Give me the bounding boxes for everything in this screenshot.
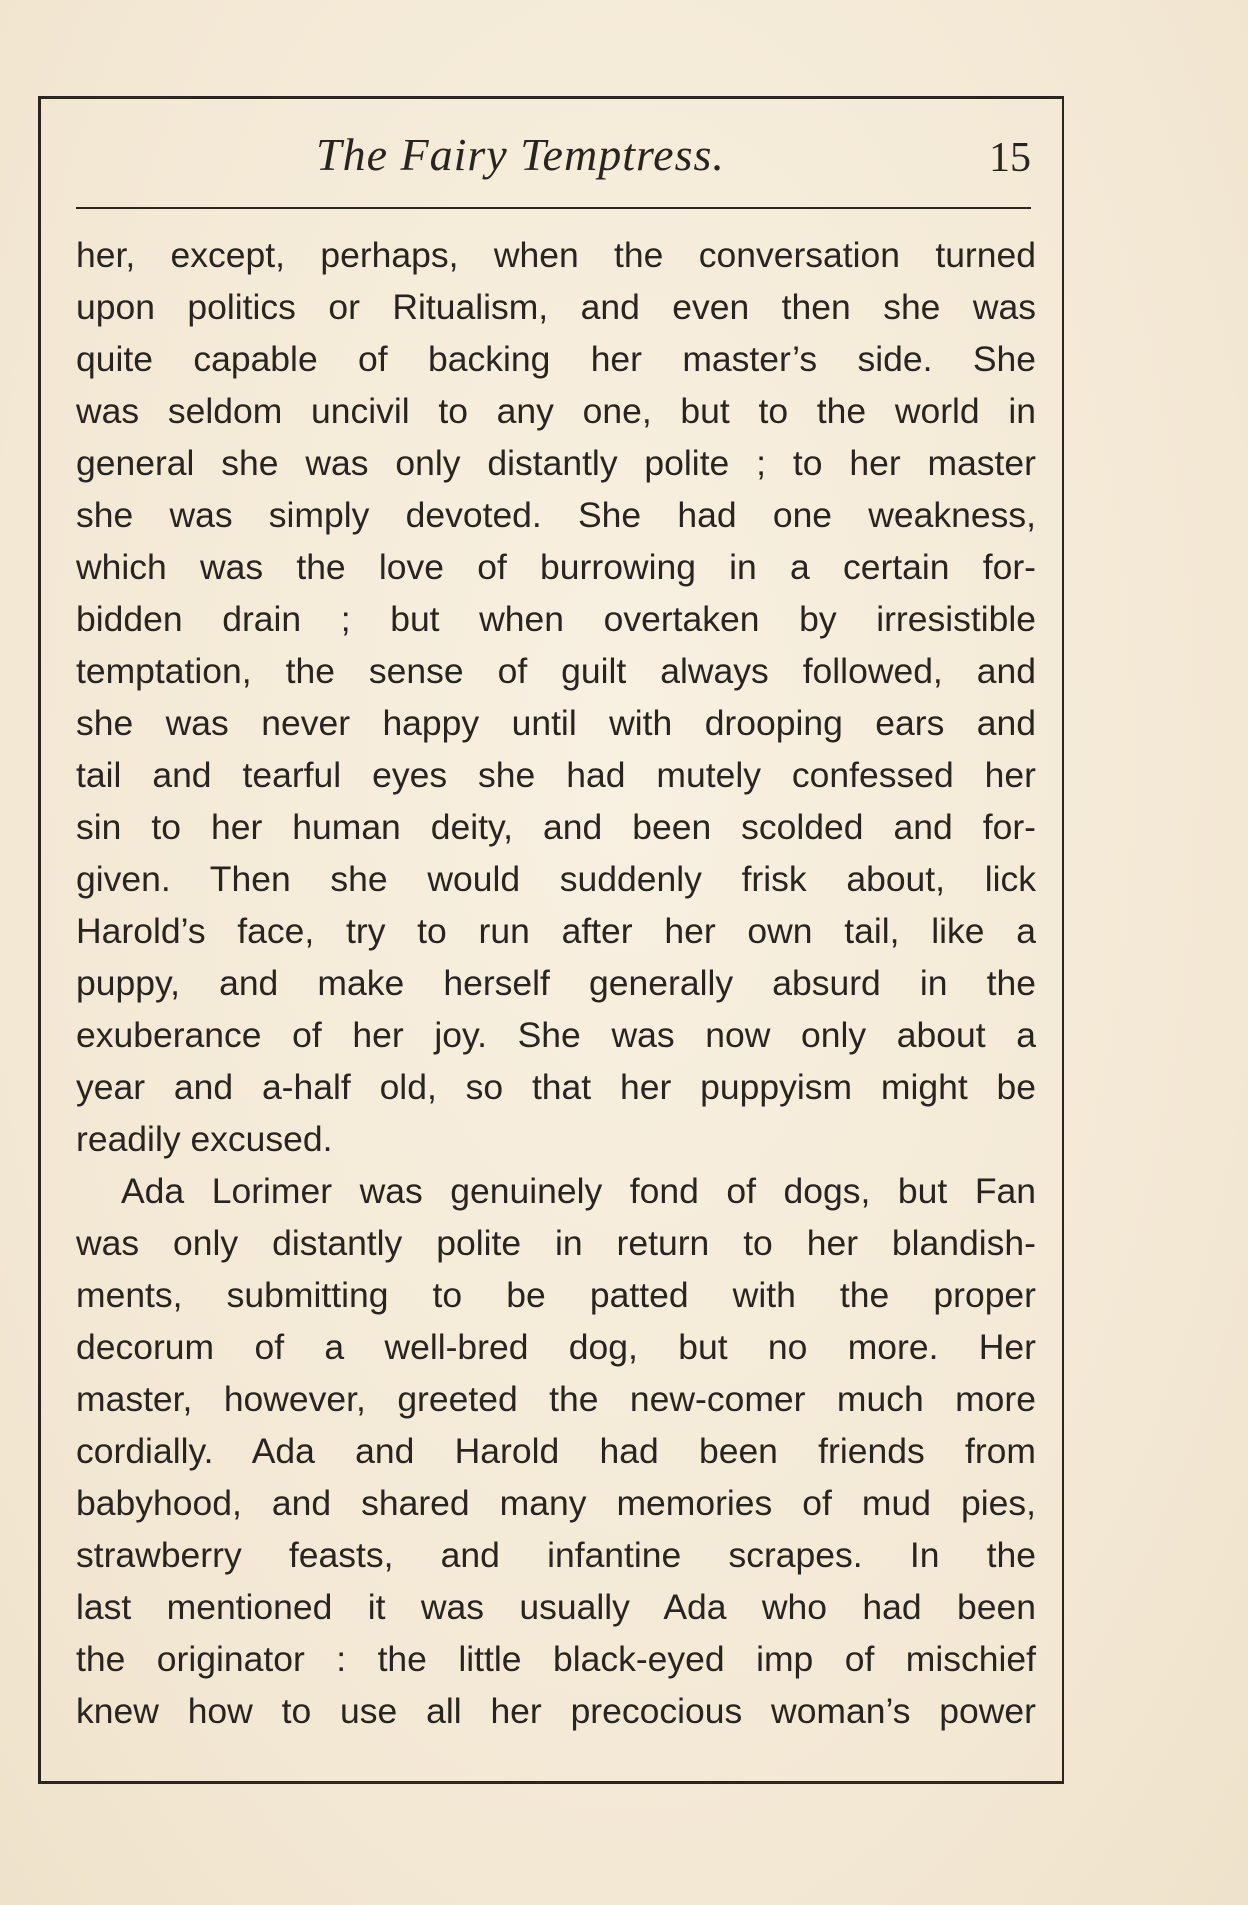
text-line: exuberance of her joy. She was now only about a [76,1015,1036,1055]
text-line: was seldom uncivil to any one, but to the world in [76,391,1036,431]
header-rule [76,207,1031,209]
page-number: 15 [989,135,1031,181]
text-line: decorum of a well-bred dog, but no more. Her [76,1327,1036,1367]
text-line: last mentioned it was usually Ada who had been [76,1587,1036,1627]
text-line: tail and tearful eyes she had mutely confessed her [76,755,1036,795]
text-line: given. Then she would suddenly frisk about, lick [76,859,1036,899]
text-line: she was never happy until with drooping ears and [76,703,1036,743]
text-line: year and a-half old, so that her puppyism might be [76,1067,1036,1107]
text-line: ments, submitting to be patted with the proper [76,1275,1036,1315]
text-line: babyhood, and shared many memories of mud pies, [76,1483,1036,1523]
text-line: which was the love of burrowing in a certain for- [76,547,1036,587]
running-header [76,128,1031,188]
text-line: cordially. Ada and Harold had been friends from [76,1431,1036,1471]
body-text [76,229,1036,1737]
text-line: her, except, perhaps, when the conversation turned [76,235,1036,275]
text-line: the originator : the little black-eyed imp of mischief [76,1639,1036,1679]
text-line: she was simply devoted. She had one weakness, [76,495,1036,535]
text-line: knew how to use all her precocious woman’s power [76,1691,1036,1731]
text-line: sin to her human deity, and been scolded and for- [76,807,1036,847]
text-line: puppy, and make herself generally absurd in the [76,963,1036,1003]
text-line: general she was only distantly polite ; to her master [76,443,1036,483]
text-line: Harold’s face, try to run after her own tail, like a [76,911,1036,951]
text-line: strawberry feasts, and infantine scrapes. In the [76,1535,1036,1575]
text-line: master, however, greeted the new-comer much more [76,1379,1036,1419]
text-line: upon politics or Ritualism, and even then she was [76,287,1036,327]
text-line: was only distantly polite in return to her blandish- [76,1223,1036,1263]
text-line: temptation, the sense of guilt always followed, and [76,651,1036,691]
text-line: quite capable of backing her master’s side. She [76,339,1036,379]
text-line: bidden drain ; but when overtaken by irresistible [76,599,1036,639]
running-title: The Fairy Temptress. [316,129,725,180]
text-line: readily excused. [76,1119,333,1159]
paragraph-start-line: Ada Lorimer was genuinely fond of dogs, but Fan [121,1171,1036,1211]
